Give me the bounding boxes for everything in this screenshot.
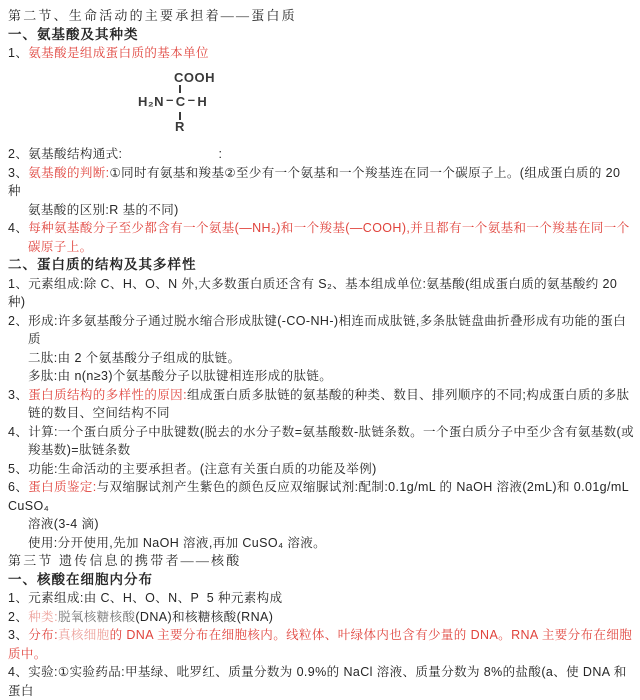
- text-segment: 溶液(3-4 滴): [28, 517, 99, 531]
- bond-dash-icon: –: [166, 92, 174, 107]
- text-segment: 一、核酸在细胞内分布: [8, 571, 153, 587]
- list-item-4: [8, 663, 634, 700]
- section-title: [8, 552, 634, 571]
- text-segment: 4、计算:一个蛋白质分子中肽键数(脱去的水分子数=氨基酸数-肽链条数。一个蛋白质分子中至少含有氨基数(或: [8, 424, 635, 439]
- text-segment: 链的数目、空间结构不同: [28, 406, 170, 420]
- text-segment: 脱氧核糖核酸: [57, 609, 136, 624]
- text-segment: 第三节 遗传信息的携带者——核酸: [8, 553, 242, 568]
- list-item-2: [8, 145, 634, 164]
- list-item-2: [8, 312, 634, 331]
- text-segment: 每种氨基酸分子至少都含有一个氨基(—NH₂)和一个羧基(—COOH),并且都有一个氨基和一个羧基在同一个: [28, 221, 630, 235]
- formula-r-group: R: [175, 119, 185, 134]
- document-part1: [8, 6, 634, 63]
- text-segment: 1、元素组成:除 C、H、O、N 外,大多数蛋白质还含有 S₂、基本组成单位:氨基酸(组成蛋白质的氨基酸约 20 种): [8, 276, 622, 309]
- list-item-5: [8, 460, 634, 479]
- continuation-line: [8, 330, 634, 349]
- continuation-line: [8, 201, 634, 220]
- text-segment: 氨基酸的区别:R 基的不同): [28, 202, 179, 217]
- text-segment: 真核细胞: [57, 628, 110, 642]
- text-segment: :: [218, 147, 223, 161]
- text-segment: 1、: [8, 46, 29, 60]
- list-item-1: [8, 589, 634, 608]
- continuation-line: [8, 404, 634, 423]
- text-segment: 5、功能:生命活动的主要承担者。(注意有关蛋白质的功能及举例): [8, 461, 377, 476]
- list-item-3: [8, 626, 634, 663]
- sub-item-usage: [8, 534, 634, 553]
- document-part2: [8, 145, 634, 700]
- text-segment: 二、蛋白质的结构及其多样性: [8, 257, 197, 272]
- text-segment: (DNA)和核糖核酸(RNA): [135, 609, 274, 624]
- list-item-4: [8, 219, 634, 238]
- text-segment: 2、: [8, 609, 29, 624]
- text-segment: 氨基酸是组成蛋白质的基本单位: [28, 46, 209, 60]
- list-item-1: [8, 44, 634, 63]
- list-item-3: [8, 164, 634, 201]
- text-segment: 第二节、生命活动的主要承担着——蛋白质: [8, 8, 297, 23]
- bond-dash-icon: –: [187, 92, 196, 107]
- list-item-1: [8, 275, 634, 312]
- text-segment: 使用:分开使用,先加 NaOH 溶液,再加 CuSO₄ 溶液。: [28, 535, 327, 550]
- heading-amino-acids: [8, 25, 634, 44]
- formula-middle-row: [138, 94, 207, 109]
- text-segment: 种类:: [28, 609, 58, 624]
- text-segment: 1、元素组成:由 C、H、O、N、P 5 种元素构成: [8, 591, 283, 605]
- text-segment: 3、: [8, 387, 29, 402]
- heading-protein-structure: [8, 256, 634, 275]
- formula-central-carbon: C: [175, 94, 186, 109]
- text-segment: 2、形成:许多氨基酸分子通过脱水缩合形成肽键(-CO-NH-)相连而成肽链,多条肽链盘曲折叠形成有功能的蛋白: [8, 313, 627, 328]
- text-segment: 质: [28, 332, 41, 346]
- sub-item-dipeptide: [8, 349, 634, 368]
- amino-acid-structural-formula: [138, 72, 258, 136]
- text-segment: 3、: [8, 628, 29, 642]
- text-segment: 蛋白质鉴定:: [28, 480, 97, 494]
- text-segment: ①同时有氨基和羧基②至少有一个氨基和一个羧基连在同一个碳原子上。(组成蛋白质的 20 种: [8, 165, 625, 198]
- list-item-2: [8, 608, 634, 627]
- heading-nucleic-acid: [8, 571, 634, 590]
- text-segment: 多肽:由 n(n≥3)个氨基酸分子以肽键相连形成的肽链。: [28, 369, 333, 383]
- text-segment: 一、氨基酸及其种类: [8, 27, 139, 42]
- text-segment: 的 DNA 主要分布在细胞核内。线粒体、叶绿体内也含有少量的 DNA。RNA 主要分布在细胞质中。: [8, 628, 633, 661]
- text-segment: 4、实验:①实验药品:甲基绿、吡罗红、质量分数为 0.9%的 NaCl 溶液、质量分数为 8%的盐酸(a、使 DNA 和蛋白: [8, 665, 627, 698]
- text-segment: 2、氨基酸结构通式:: [8, 147, 123, 161]
- continuation-line: [8, 515, 634, 534]
- formula-amino-group: H₂N: [138, 94, 165, 109]
- text-segment: 二肽:由 2 个氨基酸分子组成的肽链。: [28, 350, 241, 365]
- text-segment: 与双缩脲试剂产生紫色的颜色反应双缩脲试剂:配制:0.1g/mL 的 NaOH 溶液(2mL)和 0.01g/mL CuSO₄: [8, 480, 633, 513]
- text-segment: 4、: [8, 221, 29, 235]
- text-segment: 氨基酸的判断:: [28, 165, 110, 180]
- bond-line-icon: [179, 85, 181, 93]
- text-segment: 分布:: [28, 628, 58, 642]
- text-segment: 6、: [8, 480, 29, 494]
- formula-hydrogen: H: [197, 94, 208, 109]
- text-segment: 3、: [8, 165, 29, 180]
- sub-item-polypeptide: [8, 367, 634, 386]
- text-segment: 碳原子上。: [28, 239, 93, 254]
- list-item-6: [8, 478, 634, 515]
- list-item-4: [8, 423, 634, 442]
- list-item-3: [8, 386, 634, 405]
- continuation-line: [8, 441, 634, 460]
- text-segment: 羧基数)=肽链条数: [28, 443, 131, 457]
- section-title: [8, 6, 634, 25]
- text-segment: 组成蛋白质多肽链的氨基酸的种类、数目、排列顺序的不同;构成蛋白质的多肽: [186, 387, 630, 402]
- text-segment: 蛋白质结构的多样性的原因:: [28, 387, 187, 402]
- formula-carboxyl-group: COOH: [174, 70, 215, 85]
- continuation-line: [8, 238, 634, 257]
